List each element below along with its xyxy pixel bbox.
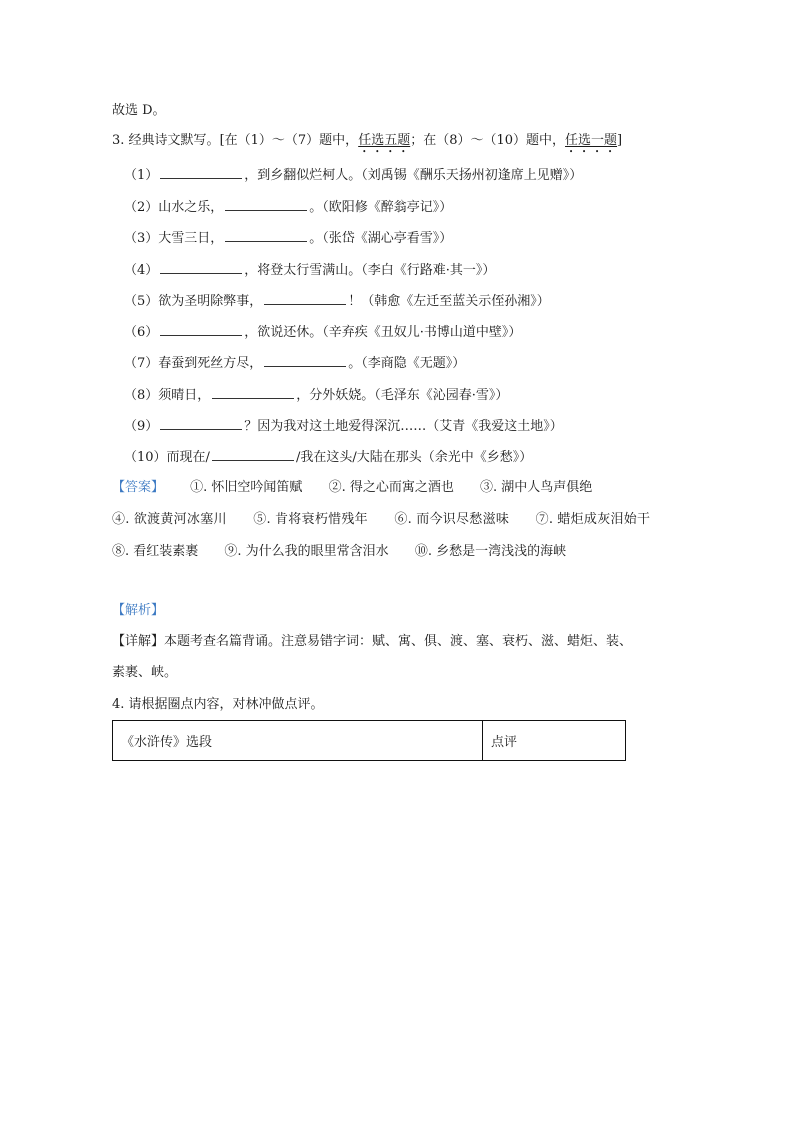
item-after: ，到乡翻似烂柯人。（刘禹锡《酬乐天扬州初逢席上见赠》） (244, 168, 583, 183)
item-after: ，将登太行雪满山。（李白《行路难·其一》） (244, 263, 496, 278)
item-label: （7） (124, 356, 159, 371)
emphasis-select-five: 任选五题 (358, 133, 411, 148)
answer-3: ③. 湖中人鸟声俱绝 (479, 480, 593, 495)
item-label: （6） (124, 325, 159, 340)
detail-line-2: 素裹、峡。 (112, 665, 178, 680)
answer-blank[interactable] (264, 354, 346, 367)
fill-item-8 (124, 386, 508, 404)
answer-blank[interactable] (212, 386, 294, 399)
item-after: ！（韩愈《左迁至蓝关示侄孙湘》） (348, 294, 550, 309)
answer-blank[interactable] (264, 292, 346, 305)
answer-10: ⑩. 乡愁是一湾浅浅的海峡 (414, 544, 567, 559)
item-before: 大雪三日， (158, 231, 224, 246)
answer-blank[interactable] (212, 448, 294, 461)
answer-blank[interactable] (160, 261, 242, 274)
answer-blank[interactable] (160, 417, 242, 430)
item-after: 。（李商隐《无题》） (348, 356, 466, 371)
answer-blank[interactable] (160, 166, 242, 179)
fill-item-2 (124, 198, 452, 216)
instruction-pre: [在（1）～（7）题中， (219, 133, 359, 148)
emphasis-select-one: 任选一题 (565, 133, 618, 148)
fill-item-7 (124, 354, 465, 372)
detail-line-1 (112, 634, 632, 650)
question-title: 经典诗文默写。 (128, 133, 220, 148)
item-after: 。（张岱《湖心亭看雪》） (309, 231, 453, 246)
table-header-comment: 点评 (483, 721, 626, 761)
table-header-excerpt: 《水浒传》选段 (113, 721, 483, 761)
instruction-end: ] (617, 133, 623, 148)
item-before: 须晴日， (158, 388, 211, 403)
item-after: 。（欧阳修《醉翁亭记》） (309, 200, 453, 215)
item-before: 欲为圣明除弊事， (158, 294, 263, 309)
instruction-mid: ；在（8）～（10）题中， (410, 133, 566, 148)
answer-8: ⑧. 看红装素裹 (112, 544, 199, 559)
item-before: 春蚕到死丝方尽， (158, 356, 263, 371)
comment-table (112, 720, 626, 761)
item-before: 山水之乐， (158, 200, 224, 215)
fill-item-4 (124, 261, 495, 279)
item-label: （3） (124, 231, 159, 246)
answer-7: ⑦. 蜡炬成灰泪始干 (535, 512, 651, 527)
item-label: （4） (124, 263, 159, 278)
detail-text: 本题考查名篇背诵。注意易错字词：赋、寓、俱、渡、塞、衰朽、滋、蜡炬、装、 (164, 634, 633, 649)
answer-2: ②. 得之心而寓之酒也 (328, 480, 454, 495)
answer-blank[interactable] (160, 323, 242, 336)
answer-blank[interactable] (225, 229, 307, 242)
item-after: /我在这头/大陆在那头（余光中《乡愁》） (295, 450, 533, 465)
fill-item-6 (124, 323, 521, 341)
item-after: ，分外妖娆。（毛泽东《沁园春·雪》） (296, 388, 509, 403)
item-after: ？因为我对这土地爱得深沉……（艾青《我爱这土地》） (244, 419, 563, 434)
answer-block (112, 472, 672, 568)
answer-1: ①. 怀旧空吟闻笛赋 (190, 480, 303, 495)
item-before: 而现在/ (166, 450, 210, 465)
question-4-heading: 4. 请根据圈点内容，对林冲做点评。 (112, 697, 324, 712)
answer-tag: 【答案】 (112, 480, 165, 495)
fill-item-1 (124, 166, 582, 184)
answer-6: ⑥. 而今识尽愁滋味 (394, 512, 510, 527)
question-3-heading (112, 133, 622, 156)
answer-blank[interactable] (225, 198, 307, 211)
question-number: 3. (112, 133, 125, 148)
item-after: ，欲说还休。（辛弃疾《丑奴儿·书博山道中壁》） (244, 325, 522, 340)
answer-4: ④. 欲渡黄河冰塞川 (112, 512, 227, 527)
analysis-tag: 【解析】 (112, 603, 165, 618)
item-label: （8） (124, 388, 159, 403)
item-label: （10） (124, 450, 167, 465)
table-row (113, 721, 626, 761)
detail-tag: 【详解】 (112, 634, 165, 649)
item-label: （9） (124, 419, 159, 434)
fill-item-9 (124, 417, 563, 435)
fill-item-10 (124, 448, 532, 466)
answer-5: ⑤. 肯将衰朽惜残年 (253, 512, 368, 527)
fill-item-3 (124, 229, 452, 247)
item-label: （5） (124, 294, 159, 309)
item-label: （1） (124, 168, 159, 183)
fill-item-5 (124, 292, 550, 310)
item-label: （2） (124, 200, 159, 215)
previous-answer: 故选 D。 (112, 103, 166, 118)
answer-9: ⑨. 为什么我的眼里常含泪水 (224, 544, 389, 559)
